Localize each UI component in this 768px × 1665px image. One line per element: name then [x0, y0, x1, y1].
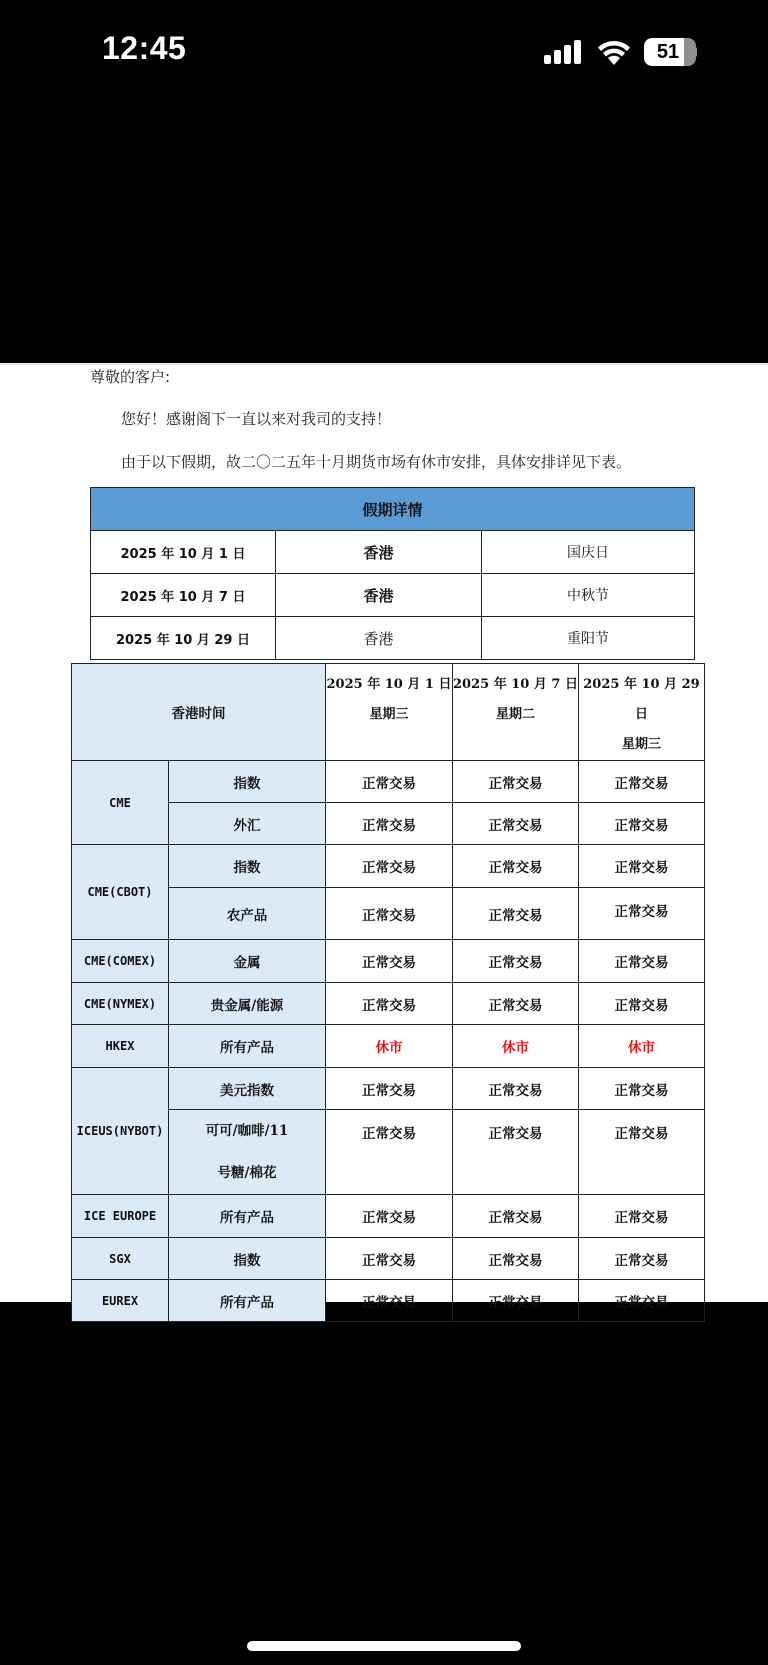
column-header-oct-29	[579, 664, 705, 761]
column-weekday: 星期二	[495, 707, 535, 722]
status-cell: 正常交易	[579, 940, 705, 983]
table-row	[72, 1195, 705, 1238]
product-cell: 指数	[169, 845, 326, 888]
holiday-row	[91, 617, 695, 660]
exchange-cme-comex: CME(COMEX)	[72, 940, 169, 983]
status-cell: 正常交易	[326, 1280, 453, 1322]
product-cell: 外汇	[169, 803, 326, 845]
holiday-row	[91, 531, 695, 574]
status-cell: 正常交易	[453, 1195, 579, 1238]
status-cell: 正常交易	[453, 1110, 579, 1195]
status-cell: 正常交易	[453, 845, 579, 888]
product-cell: 所有产品	[169, 1195, 326, 1238]
status-cell: 正常交易	[579, 1068, 705, 1110]
holiday-place: 香港	[276, 531, 482, 574]
product-cell: 所有产品	[169, 1025, 326, 1068]
greeting-line: 您好！感谢阁下一直以来对我司的支持！	[121, 410, 392, 428]
status-cell: 正常交易	[579, 761, 705, 803]
status-cell: 正常交易	[453, 983, 579, 1025]
holiday-date: 2025 年 10 月 1 日	[91, 531, 276, 574]
status-cell: 正常交易	[579, 1280, 705, 1322]
exchange-cme-cbot: CME(CBOT)	[72, 845, 169, 940]
column-weekday: 星期三	[369, 707, 409, 722]
holiday-place: 香港	[276, 617, 482, 660]
cellular-signal-icon	[544, 40, 584, 64]
holiday-name: 国庆日	[482, 531, 695, 574]
column-header-oct-7	[453, 664, 579, 761]
intro-line: 由于以下假期，故二〇二五年十月期货市场有休市安排，具体安排详见下表。	[121, 453, 632, 471]
product-cell: 金属	[169, 940, 326, 983]
exchange-cme: CME	[72, 761, 169, 845]
product-cell: 美元指数	[169, 1068, 326, 1110]
product-cell: 指数	[169, 761, 326, 803]
status-cell: 正常交易	[326, 1068, 453, 1110]
column-weekday: 星期三	[621, 737, 661, 752]
status-cell: 正常交易	[453, 1280, 579, 1322]
trading-schedule-table	[71, 663, 705, 1322]
column-date: 2025 年 10 月 7 日	[453, 677, 578, 692]
table-row	[72, 1025, 705, 1068]
table-row	[72, 1068, 705, 1110]
time-zone-header: 香港时间	[72, 664, 326, 761]
column-date: 2025 年 10 月 1 日	[326, 677, 452, 692]
table-row	[72, 845, 705, 888]
status-cell: 正常交易	[326, 1110, 453, 1195]
status-bar	[0, 0, 768, 110]
status-cell: 正常交易	[579, 1195, 705, 1238]
product-cell: 贵金属/能源	[169, 983, 326, 1025]
exchange-sgx: SGX	[72, 1238, 169, 1280]
wifi-icon	[596, 38, 632, 66]
status-cell: 正常交易	[326, 940, 453, 983]
table-row	[72, 761, 705, 803]
holiday-date: 2025 年 10 月 29 日	[91, 617, 276, 660]
product-line: 号糖/棉花	[217, 1165, 277, 1181]
status-cell: 正常交易	[326, 888, 453, 940]
product-line: 可可/咖啡/11	[205, 1123, 289, 1139]
exchange-hkex: HKEX	[72, 1025, 169, 1068]
status-cell: 正常交易	[453, 940, 579, 983]
holiday-row	[91, 574, 695, 617]
product-cell: 农产品	[169, 888, 326, 940]
status-cell: 正常交易	[326, 1238, 453, 1280]
product-cell: 指数	[169, 1238, 326, 1280]
product-cell	[169, 1110, 326, 1195]
status-cell: 正常交易	[326, 1195, 453, 1238]
status-cell: 正常交易	[326, 983, 453, 1025]
holiday-name: 中秋节	[482, 574, 695, 617]
status-cell: 正常交易	[326, 803, 453, 845]
table-row	[72, 1280, 705, 1322]
status-cell: 正常交易	[579, 1238, 705, 1280]
status-cell: 正常交易	[579, 983, 705, 1025]
status-cell: 正常交易	[579, 845, 705, 888]
status-cell: 正常交易	[326, 845, 453, 888]
status-cell: 正常交易	[453, 1068, 579, 1110]
exchange-iceus: ICEUS(NYBOT)	[72, 1068, 169, 1195]
status-cell-closed: 休市	[579, 1025, 705, 1068]
salutation: 尊敬的客户:	[90, 368, 171, 386]
status-cell: 正常交易	[579, 1110, 705, 1195]
status-cell: 正常交易	[579, 888, 705, 940]
battery-icon	[644, 38, 696, 66]
table-row	[72, 1238, 705, 1280]
holiday-details-table	[90, 487, 695, 660]
column-header-oct-1	[326, 664, 453, 761]
exchange-eurex: EUREX	[72, 1280, 169, 1322]
column-date: 2025 年 10 月 29 日	[583, 677, 700, 722]
status-cell: 正常交易	[453, 888, 579, 940]
home-indicator[interactable]	[247, 1641, 521, 1651]
exchange-ice-europe: ICE EUROPE	[72, 1195, 169, 1238]
product-cell: 所有产品	[169, 1280, 326, 1322]
exchange-cme-nymex: CME(NYMEX)	[72, 983, 169, 1025]
holiday-name: 重阳节	[482, 617, 695, 660]
status-cell: 正常交易	[453, 1238, 579, 1280]
status-cell: 正常交易	[579, 803, 705, 845]
table-row	[72, 983, 705, 1025]
battery-percentage: 51	[656, 41, 680, 63]
status-cell: 正常交易	[453, 761, 579, 803]
holiday-table-header: 假期详情	[91, 488, 695, 531]
table-row	[72, 940, 705, 983]
document-top-edge	[0, 363, 768, 365]
status-cell-closed: 休市	[326, 1025, 453, 1068]
status-time: 12:45	[102, 30, 187, 66]
status-cell: 正常交易	[453, 803, 579, 845]
holiday-place: 香港	[276, 574, 482, 617]
holiday-date: 2025 年 10 月 7 日	[91, 574, 276, 617]
status-cell-closed: 休市	[453, 1025, 579, 1068]
status-cell: 正常交易	[326, 761, 453, 803]
